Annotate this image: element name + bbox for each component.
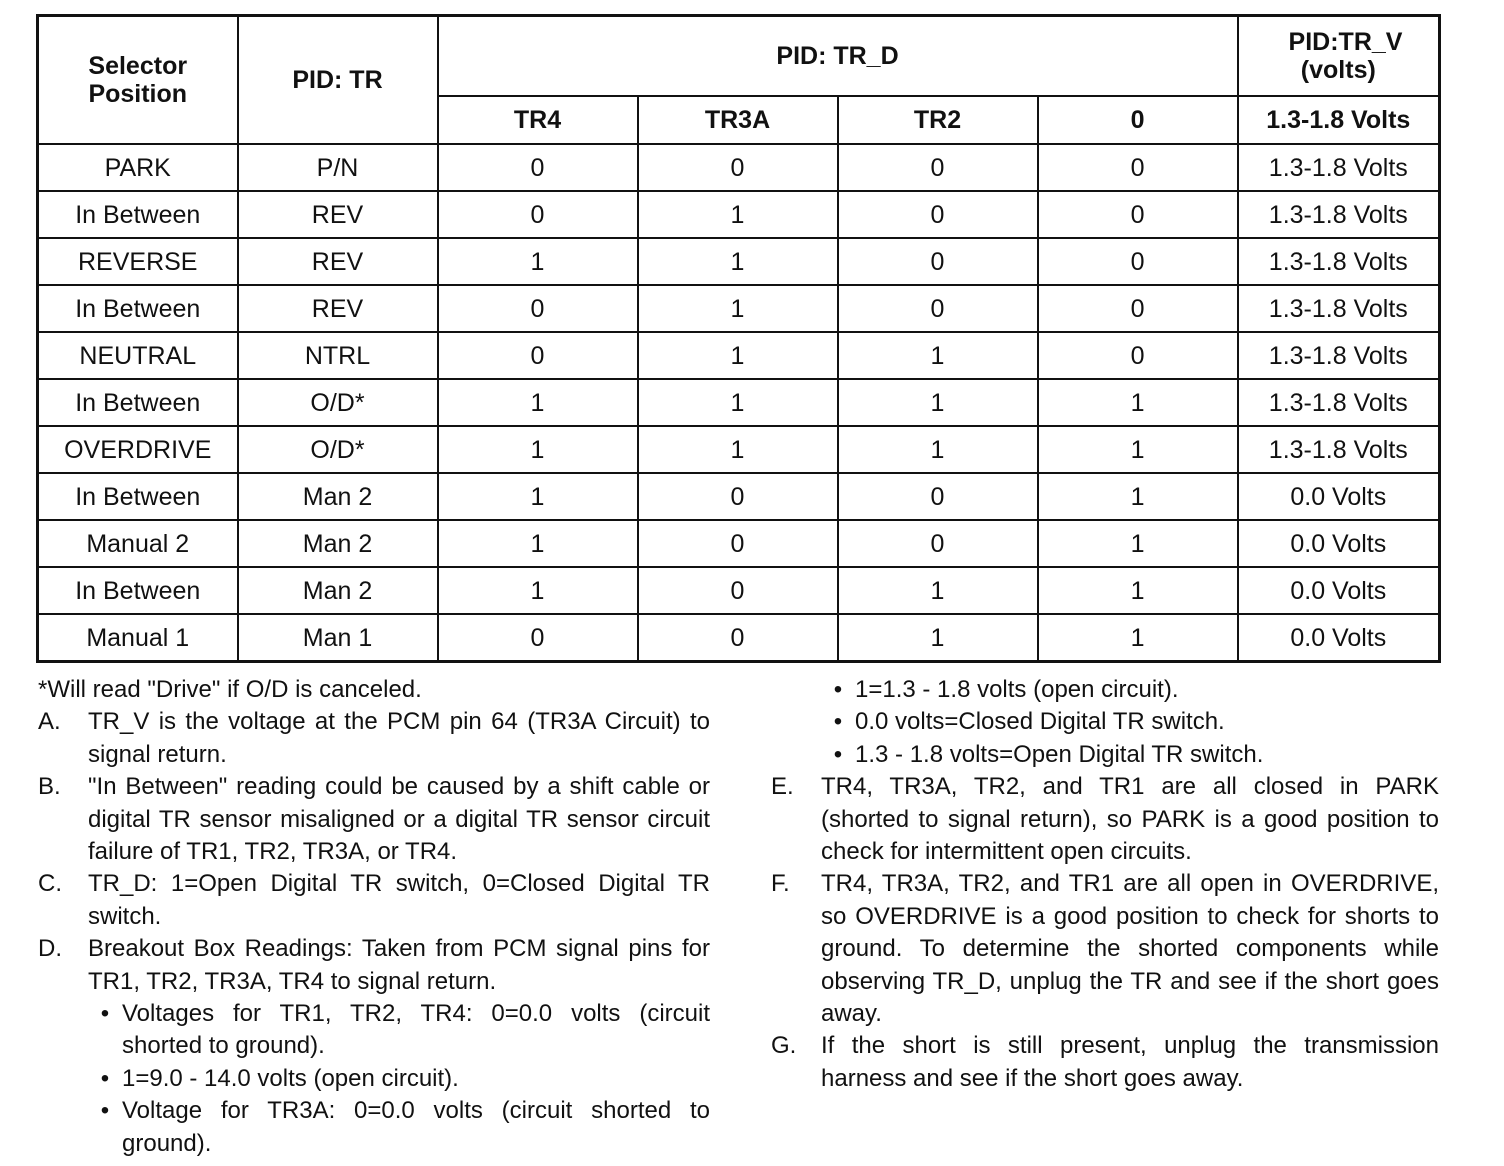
cell-tr2: 0 <box>838 285 1038 332</box>
cell-tr-v: 1.3-1.8 Volts <box>1238 238 1440 285</box>
cell-tr-v: 0.0 Volts <box>1238 567 1440 614</box>
note-a <box>38 706 710 771</box>
cell-tr-v: 1.3-1.8 Volts <box>1238 191 1440 238</box>
note-text: TR4, TR3A, TR2, and TR1 are all closed in PARK (shorted to signal return), so PARK is a good position to check for intermittent open circuits. <box>821 773 1439 866</box>
cell-selector-position: In Between <box>38 567 238 614</box>
bullet-icon: • <box>833 676 843 703</box>
note-d <box>38 933 710 998</box>
bullet-icon: • <box>833 708 843 736</box>
cell-tr3a: 1 <box>638 238 838 285</box>
cell-pid-tr: Man 2 <box>238 473 438 520</box>
bullet-text: 1.3 - 1.8 volts=Open Digital TR switch. <box>855 740 1264 768</box>
cell-tr4: 1 <box>438 473 638 520</box>
bullet-item <box>88 998 710 1063</box>
cell-tr4: 0 <box>438 332 638 379</box>
cell-pid-tr: Man 2 <box>238 520 438 567</box>
cell-zero: 0 <box>1038 238 1238 285</box>
note-g <box>771 1030 1439 1095</box>
cell-tr4: 1 <box>438 238 638 285</box>
cell-selector-position: In Between <box>38 473 238 520</box>
bullet-icon: • <box>833 740 843 768</box>
bullet-icon: • <box>100 1000 110 1028</box>
subheader-zero: 0 <box>1038 96 1238 144</box>
cell-selector-position: In Between <box>38 379 238 426</box>
cell-selector-position: In Between <box>38 191 238 238</box>
bullet-item <box>88 1095 710 1160</box>
cell-tr-v: 0.0 Volts <box>1238 520 1440 567</box>
table-row <box>38 285 1440 332</box>
cell-tr2: 0 <box>838 473 1038 520</box>
cell-tr3a: 0 <box>638 520 838 567</box>
cell-tr3a: 1 <box>638 285 838 332</box>
bullet-text: 1=1.3 - 1.8 volts (open circuit). <box>855 676 1179 703</box>
cell-zero: 0 <box>1038 191 1238 238</box>
cell-tr-v: 1.3-1.8 Volts <box>1238 426 1440 473</box>
bullet-item <box>88 1063 710 1095</box>
note-text: TR_V is the voltage at the PCM pin 64 (TR3A Circuit) to signal return. <box>88 708 710 768</box>
cell-zero: 0 <box>1038 285 1238 332</box>
cell-pid-tr: Man 2 <box>238 567 438 614</box>
note-letter: D. <box>38 935 62 963</box>
note-text: TR4, TR3A, TR2, and TR1 are all open in OVERDRIVE, so OVERDRIVE is a good position to check for shorts to ground. To determine the shorted components while observing TR_D, unplug the TR and see if the short goes away. <box>821 870 1439 1028</box>
cell-zero: 0 <box>1038 332 1238 379</box>
cell-tr4: 0 <box>438 285 638 332</box>
cell-pid-tr: O/D* <box>238 426 438 473</box>
cell-zero: 1 <box>1038 614 1238 662</box>
cell-tr2: 0 <box>838 238 1038 285</box>
cell-tr3a: 1 <box>638 379 838 426</box>
subheader-tr2: TR2 <box>838 96 1038 144</box>
cell-selector-position: REVERSE <box>38 238 238 285</box>
cell-tr4: 0 <box>438 614 638 662</box>
table-row <box>38 520 1440 567</box>
cell-tr3a: 0 <box>638 614 838 662</box>
table-row <box>38 567 1440 614</box>
table-row <box>38 191 1440 238</box>
table-row <box>38 144 1440 191</box>
table-row <box>38 426 1440 473</box>
header-pid-tr: PID: TR <box>238 16 438 145</box>
table-row <box>38 614 1440 662</box>
bullet-text: Voltage for TR3A: 0=0.0 volts (circuit shorted to ground). <box>122 1097 710 1157</box>
header-selector-position: Selector Position <box>38 16 238 145</box>
cell-tr3a: 0 <box>638 473 838 520</box>
cell-pid-tr: P/N <box>238 144 438 191</box>
note-letter: A. <box>38 708 61 736</box>
note-letter: F. <box>771 870 790 898</box>
cell-tr3a: 0 <box>638 567 838 614</box>
cell-tr2: 1 <box>838 614 1038 662</box>
cell-selector-position: NEUTRAL <box>38 332 238 379</box>
cell-tr-v: 0.0 Volts <box>1238 473 1440 520</box>
cell-zero: 0 <box>1038 144 1238 191</box>
cell-tr2: 0 <box>838 191 1038 238</box>
cell-tr4: 1 <box>438 567 638 614</box>
cell-tr3a: 1 <box>638 426 838 473</box>
cell-tr4: 1 <box>438 426 638 473</box>
table-row <box>38 473 1440 520</box>
bullet-item <box>821 739 1439 771</box>
notes-right-column <box>771 674 1439 1095</box>
subheader-voltage: 1.3-1.8 Volts <box>1238 96 1440 144</box>
cell-tr2: 1 <box>838 426 1038 473</box>
cell-pid-tr: REV <box>238 285 438 332</box>
cell-tr2: 0 <box>838 520 1038 567</box>
header-pid-tr-d: PID: TR_D <box>438 16 1238 97</box>
cell-tr-v: 0.0 Volts <box>1238 614 1440 662</box>
cell-tr-v: 1.3-1.8 Volts <box>1238 332 1440 379</box>
cell-zero: 1 <box>1038 520 1238 567</box>
bullet-text: 0.0 volts=Closed Digital TR switch. <box>855 708 1225 736</box>
cell-tr4: 1 <box>438 379 638 426</box>
cell-tr3a: 1 <box>638 191 838 238</box>
note-f <box>771 868 1439 1030</box>
cell-tr4: 0 <box>438 191 638 238</box>
bullet-text: Voltages for TR1, TR2, TR4: 0=0.0 volts (circuit shorted to ground). <box>122 1000 710 1060</box>
cell-tr-v: 1.3-1.8 Volts <box>1238 144 1440 191</box>
cell-selector-position: Manual 1 <box>38 614 238 662</box>
tr-pid-table <box>36 14 1441 663</box>
bullet-icon: • <box>100 1064 110 1092</box>
subheader-tr3a: TR3A <box>638 96 838 144</box>
note-b <box>38 771 710 868</box>
cell-zero: 1 <box>1038 426 1238 473</box>
cell-tr2: 1 <box>838 567 1038 614</box>
bullet-item <box>821 706 1439 738</box>
subheader-tr4: TR4 <box>438 96 638 144</box>
cell-zero: 1 <box>1038 473 1238 520</box>
note-c <box>38 868 710 933</box>
note-letter: B. <box>38 773 61 801</box>
note-text: TR_D: 1=Open Digital TR switch, 0=Closed Digital TR switch. <box>88 870 710 930</box>
cell-pid-tr: REV <box>238 191 438 238</box>
cell-selector-position: PARK <box>38 144 238 191</box>
footnote: *Will read "Drive" if O/D is canceled. <box>38 676 422 703</box>
table-row <box>38 332 1440 379</box>
cell-tr4: 0 <box>438 144 638 191</box>
cell-selector-position: OVERDRIVE <box>38 426 238 473</box>
cell-zero: 1 <box>1038 379 1238 426</box>
cell-pid-tr: O/D* <box>238 379 438 426</box>
cell-selector-position: In Between <box>38 285 238 332</box>
bullet-item <box>821 674 1439 706</box>
note-letter: G. <box>771 1032 797 1060</box>
cell-tr-v: 1.3-1.8 Volts <box>1238 379 1440 426</box>
note-e <box>771 771 1439 868</box>
cell-tr3a: 0 <box>638 144 838 191</box>
cell-zero: 1 <box>1038 567 1238 614</box>
cell-pid-tr: Man 1 <box>238 614 438 662</box>
note-letter: C. <box>38 870 62 898</box>
cell-selector-position: Manual 2 <box>38 520 238 567</box>
note-letter: E. <box>771 773 794 801</box>
cell-pid-tr: NTRL <box>238 332 438 379</box>
cell-tr-v: 1.3-1.8 Volts <box>1238 285 1440 332</box>
note-text: "In Between" reading could be caused by a shift cable or digital TR sensor misaligned or a digital TR sensor circuit failure of TR1, TR2, TR3A, or TR4. <box>88 773 710 866</box>
cell-tr4: 1 <box>438 520 638 567</box>
cell-tr2: 1 <box>838 332 1038 379</box>
notes-left-column <box>38 674 710 1160</box>
table-row <box>38 238 1440 285</box>
note-text: Breakout Box Readings: Taken from PCM signal pins for TR1, TR2, TR3A, TR4 to signal return. <box>88 935 710 995</box>
bullet-icon: • <box>100 1097 110 1125</box>
cell-tr3a: 1 <box>638 332 838 379</box>
cell-pid-tr: REV <box>238 238 438 285</box>
header-pid-tr-v: PID:TR_V (volts) <box>1238 16 1440 97</box>
cell-tr2: 0 <box>838 144 1038 191</box>
table-row <box>38 379 1440 426</box>
note-text: If the short is still present, unplug the transmission harness and see if the short goes away. <box>821 1032 1439 1092</box>
cell-tr2: 1 <box>838 379 1038 426</box>
bullet-text: 1=9.0 - 14.0 volts (open circuit). <box>122 1064 459 1092</box>
